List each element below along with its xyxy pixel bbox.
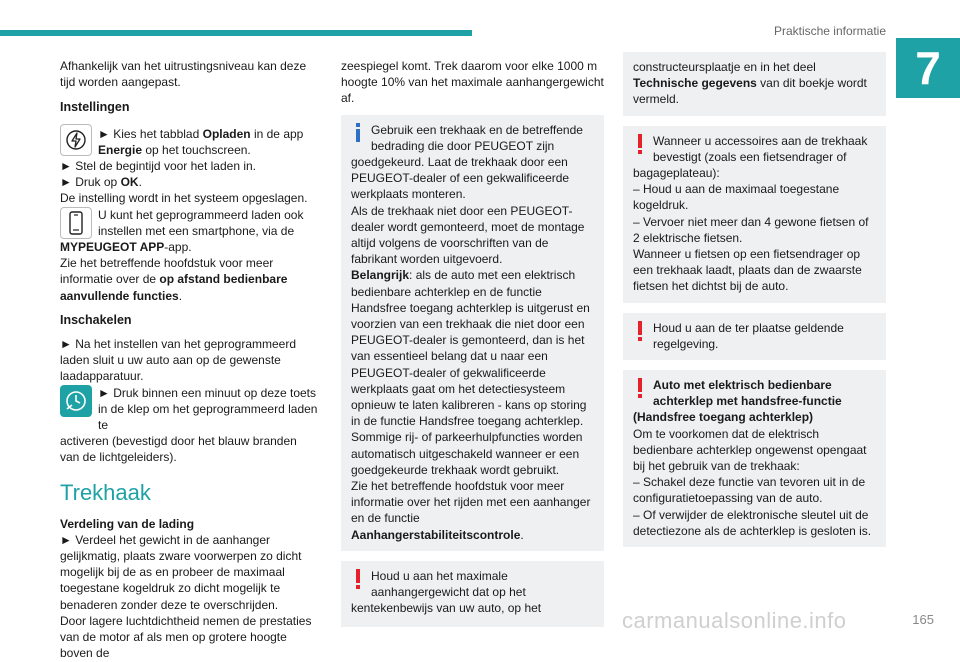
watermark: carmanualsonline.info: [622, 608, 847, 633]
list-item: – Vervoer niet meer dan 4 gewone fietsen of 2 elektrische fietsen.: [633, 214, 869, 245]
warning-text: bagageplateau):: [633, 166, 720, 181]
warning-icon: [634, 378, 646, 398]
warning-text: Houd u aan het maximale aanhangergewicht dat op het: [371, 568, 526, 600]
phone-row: [60, 207, 318, 239]
paragraph: zeespiegel komt. Trek daarom voor elke 1000 m hoogte 10% van het maximale aanhangergewicht af.: [341, 59, 604, 106]
warning-icon: [352, 569, 364, 589]
heading-instellingen: Instellingen: [60, 100, 130, 115]
step-1: ► Kies het tabblad Opladen in de app Energie op het touchscreen.: [98, 126, 304, 157]
continued-text: constructeursplaatje en in het deel Technische gegevens van dit boekje wordt vermeld.: [633, 60, 867, 107]
continued-box: [623, 52, 886, 116]
chapter-number: 7: [896, 38, 960, 98]
warning-text: Wanneer u fietsen op een fietsendrager op een trekhaak laadt, plaats dan de zwaarste fietsen het dichtst bij de auto.: [633, 247, 862, 294]
inschakelen-step-2: ► Druk binnen een minuut op deze toets in de klep om het geprogrammeerd laden te: [98, 385, 318, 433]
info-text: Sommige rij- of parkeerhulpfuncties worden automatisch uitgeschakeld wanneer er een goedgekeurde trekhaak wordt gebruikt.: [351, 430, 583, 477]
phone-text-cont: MYPEUGEOT APP-app.: [60, 240, 192, 255]
warning-title: (Handsfree toegang achterklep): [633, 410, 814, 425]
smartphone-icon: [60, 207, 92, 239]
list-item: – Schakel deze functie van tevoren uit in de configuratietoepassing van de auto.: [633, 475, 866, 506]
heading-inschakelen: Inschakelen: [60, 312, 132, 327]
step-row: [60, 124, 318, 158]
verdeling-text: Door lagere luchtdichtheid nemen de prestaties van de motor af als men op grotere hoogte boven de: [60, 613, 312, 661]
inschakelen-step-2-cont: activeren (bevestigd door het blauw branden van de lichtgeleiders).: [60, 434, 297, 465]
warning-box-accessories: [623, 126, 886, 303]
timer-row: [60, 385, 318, 434]
warning-text: Om te voorkomen dat de elektrisch bedienbare achterklep ongewenst opengaat bij het gebruik van de trekhaak:: [633, 426, 867, 474]
step-3: ► Druk op OK.: [60, 175, 142, 190]
reference-text: Zie het betreffende hoofdstuk voor meer informatie over de op afstand bedienbare aanvullende functies.: [60, 256, 288, 303]
warning-text: Houd u aan de ter plaatse geldende regelgeving.: [653, 320, 844, 351]
warning-title: Auto met elektrisch bedienbare achterklep met handsfree-functie: [653, 378, 842, 409]
step-4: De instelling wordt in het systeem opgeslagen.: [60, 191, 308, 206]
list-item: – Houd u aan de maximaal toegestane kogeldruk.: [633, 182, 840, 213]
charge-bolt-icon: [60, 124, 92, 156]
phone-text: U kunt het geprogrammeerd laden ook instellen met een smartphone, via de: [98, 207, 304, 238]
info-icon: [356, 123, 368, 142]
info-belangrijk: Belangrijk: als de auto met een elektrisch bedienbare achterklep en de functie Handsfree toegang achterklep is uitgerust en voorzien van een trekhaak die niet door een PEUGEOT-dealer is gemonteerd, dan is het van essentieel belang dat u naar een PEUGEOT-dealer of gekwalificeerde werkplaats gaat om het detectiesysteem opnieuw te laten kalibreren - kans op storing in de functie Handsfree toegang achterklep.: [351, 268, 590, 429]
info-reference: Zie het betreffende hoofdstuk voor meer informatie over het rijden met een aanhanger en de functie Aanhangerstabiliteitscontrole.: [351, 479, 591, 542]
header-accent-bar: [0, 30, 472, 36]
heading-verdeling: Verdeling van de lading: [60, 516, 195, 531]
warning-icon: [634, 321, 646, 341]
info-text: Als de trekhaak niet door een PEUGEOT-dealer wordt gemonteerd, moet de montage altijd volgens de voorschriften van de fabrikant worden uitgevoerd.: [351, 203, 585, 267]
warning-text: kentekenbewijs van uw auto, op het: [351, 601, 542, 616]
warning-icon: [634, 134, 646, 154]
paragraph: Afhankelijk van het uitrustingsniveau kan deze tijd worden aangepast.: [60, 59, 307, 90]
column-2: [341, 58, 604, 637]
heading-trekhaak: Trekhaak: [60, 479, 151, 505]
list-item: – Of verwijder de elektronische sleutel uit de detectiezone als de achterklep is gesloten is.: [633, 507, 872, 538]
step-2: ► Stel de begintijd voor het laden in.: [60, 159, 257, 174]
warning-box-tailgate: [623, 370, 886, 547]
inschakelen-step-1: ► Na het instellen van het geprogrammeerd laden sluit u uw auto aan op de gewenste laadapparatuur.: [60, 337, 297, 384]
info-box: [341, 115, 604, 551]
column-1: [60, 58, 318, 662]
section-title: Praktische informatie: [773, 24, 886, 38]
info-text: goedgekeurd. Laat de trekhaak door een PEUGEOT-dealer of een gekwalificeerde werkplaats monteren.: [351, 155, 570, 202]
verdeling-step: ► Verdeel het gewicht in de aanhanger gelijkmatig, plaats zware voorwerpen zo dicht mogelijk bij de as en probeer de maximaal toegestane kogeldruk zo dicht mogelijk te benaderen zonder deze te overschrijden.: [60, 532, 302, 612]
info-text: Gebruik een trekhaak en de betreffende bedrading die door PEUGEOT zijn: [371, 122, 583, 153]
charge-timer-icon: [60, 385, 92, 417]
warning-box-regulations: [623, 313, 886, 360]
page-number: 165: [912, 612, 934, 627]
column-3: [623, 52, 886, 557]
warning-text: Wanneer u accessoires aan de trekhaak bevestigt (zoals een fietsendrager of: [653, 133, 868, 164]
warning-box: [341, 561, 604, 627]
